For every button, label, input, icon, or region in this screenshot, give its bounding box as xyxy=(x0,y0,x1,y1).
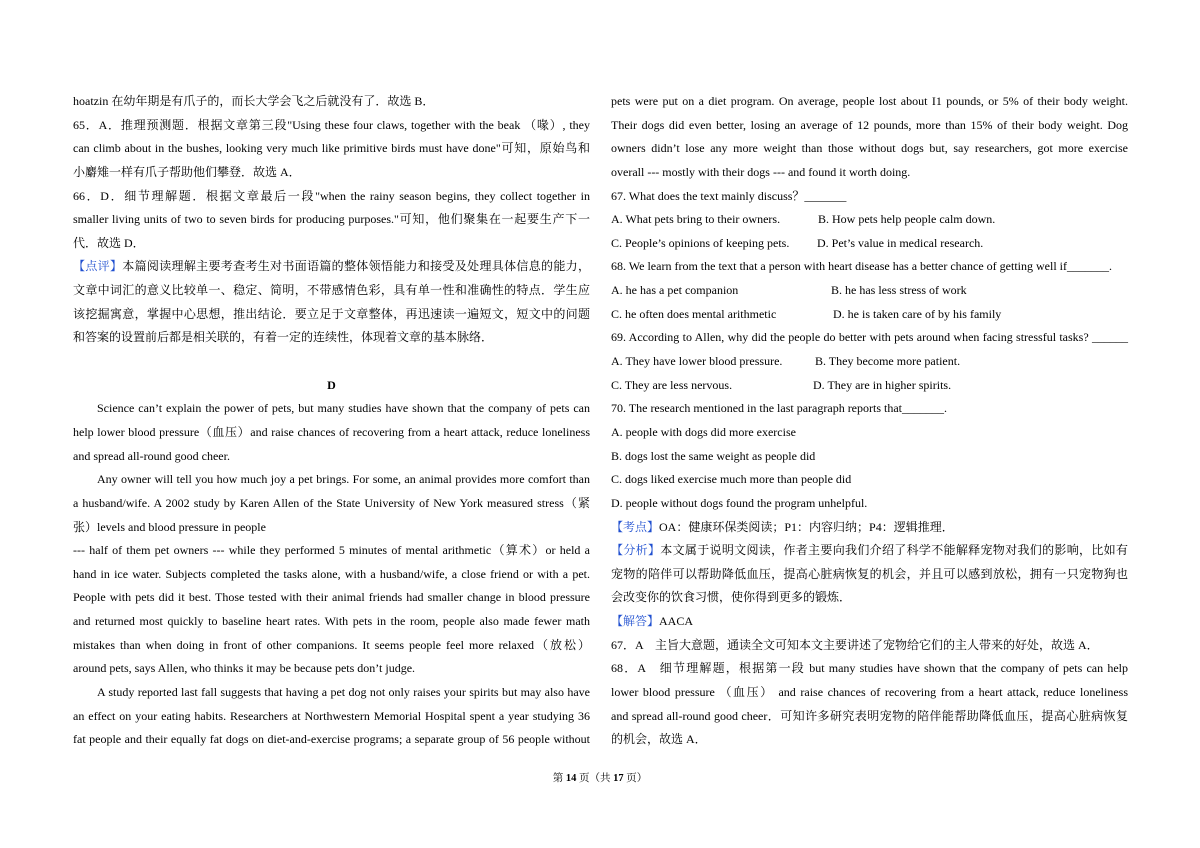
passage-line: A study reported last fall suggests that having a pet dog not only raises your spirits but may also have xyxy=(97,685,590,700)
passage-line: and returned most quickly to baseline heart rates. With pets in the room, people also made fewer math xyxy=(73,614,590,629)
answer-option: A. he has a pet companion xyxy=(611,283,739,298)
total-page-count: 17 xyxy=(613,773,624,784)
text-line: 67．A 主旨大意题，通读全文可知本文主要讲述了宠物给它们的主人带来的好处，故选 A． xyxy=(611,637,1099,652)
passage-line: fat people and their equally fat dogs on diet-and-exercise programs; a separate group of 56 people without xyxy=(73,732,590,747)
answer-option: D. They are in higher spirits. xyxy=(813,377,952,392)
answer-option: C. They are less nervous. xyxy=(611,377,733,392)
footer-mid: 页（共 xyxy=(576,773,614,784)
fenxi-tag: 【分析】 xyxy=(611,543,661,558)
passage-line: a husband/wife. A 2002 study by Karen Allen of the State University of New York measured stress（紧 xyxy=(73,495,590,510)
footer-suffix: 页） xyxy=(623,773,648,784)
option-row xyxy=(611,303,1128,327)
text-line: 66．D．细节理解题．根据文章最后一段"when the rainy season begins, they collect together in xyxy=(73,188,590,203)
passage-line: 张）levels and blood pressure in people xyxy=(73,519,266,534)
passage-line: pets were put on a diet program. On average, people lost about I1 pounds, or 5% of their body weight. xyxy=(611,94,1128,108)
passage-line: around pets, says Allen, who thinks it may be because pets don’t judge. xyxy=(73,661,416,676)
comment-text: 本篇阅读理解主要考查考生对书面语篇的整体领悟能力和接受及处理具体信息的能力， xyxy=(122,259,590,274)
kaodian-line xyxy=(611,516,1128,540)
passage-line: help lower blood pressure（血压）and raise chances of recovering from a heart attack, reduce loneliness xyxy=(73,424,590,439)
answer-option: A. They have lower blood pressure. xyxy=(611,354,783,369)
passage-line: owners didn’t lose any more weight than those without dogs but, say researchers, got more exercise xyxy=(611,141,1128,156)
option-row xyxy=(611,350,1128,374)
answer-option: B. he has less stress of work xyxy=(831,283,967,298)
passage-line: People with pets did it best. Those tested with their animal friends had smaller change in blood pressure xyxy=(73,590,590,605)
right-column xyxy=(611,90,1128,752)
kaodian-text: OA：健康环保类阅读；P1：内容归纳；P4：逻辑推理． xyxy=(659,519,954,534)
text-line: 的机会，故选 A． xyxy=(611,732,707,747)
text-line: 代．故选 D． xyxy=(73,235,145,250)
answer-option: D. people without dogs found the program unhelpful. xyxy=(611,495,868,510)
passage-line: Science can’t explain the power of pets, but many studies have shown that the company of pets can xyxy=(97,401,590,416)
question-stem: 70. The research mentioned in the last paragraph reports that_______. xyxy=(611,401,948,416)
kaodian-tag: 【考点】 xyxy=(611,519,660,534)
answer-option: D. he is taken care of by his family xyxy=(833,306,1002,321)
page-number-footer xyxy=(0,770,1200,788)
answer-option: C. dogs liked exercise much more than people did xyxy=(611,472,852,487)
text-line: 该挖掘寓意，掌握中心思想，推出结论．要立足于文章整体，再迅速读一遍短文，短文中的问题 xyxy=(73,306,590,321)
text-line: smaller living units of two to seven birds for producing purposes."可知，他们聚集在一起要生产下一 xyxy=(73,212,590,227)
passage-line: and spread all-round good cheer. xyxy=(73,448,230,463)
jieda-tag: 【解答】 xyxy=(611,614,660,629)
left-column xyxy=(73,90,590,752)
answer-option: B. How pets help people calm down. xyxy=(818,212,996,227)
text-line: can climb about in the bushes, looking very much like primitive birds must have done"可知，原始鸟和 xyxy=(73,141,590,156)
question-stem: 69. According to Allen, why did the people do better with pets around when facing stressful tasks? ______ xyxy=(611,330,1128,345)
answer-option: C. he often does mental arithmetic xyxy=(611,306,777,321)
fenxi-line xyxy=(611,539,1128,563)
current-page-number: 14 xyxy=(565,773,577,784)
answer-option: A. people with dogs did more exercise xyxy=(611,424,796,439)
answer-option: B. dogs lost the same weight as people did xyxy=(611,448,816,463)
answer-option: B. They become more patient. xyxy=(815,354,961,369)
text-line: 68．A 细节理解题，根据第一段 but many studies have shown that the company of pets can help xyxy=(611,661,1128,676)
text-line: 和答案的设置前后都是相关联的，有着一定的连续性，体现着文章的基本脉络． xyxy=(73,330,494,345)
question-stem: 68. We learn from the text that a person with heart disease has a better chance of getting well if_______. xyxy=(611,259,1112,274)
passage-line: --- half of them pet owners --- while they performed 5 minutes of mental arithmetic（算术）or held a xyxy=(73,543,590,558)
text-line: 文章中词汇的意义比较单一、稳定、简明，不带感情色彩，具有单一性和准确性的特点．学生应 xyxy=(73,283,590,298)
option-row xyxy=(611,374,1128,398)
passage-line: an effect on your eating habits. Researchers at Northwestern Memorial Hospital spent a year studying 36 xyxy=(73,708,590,723)
answer-option: A. What pets bring to their owners. xyxy=(611,212,781,227)
passage-line: overall --- mostly with their dogs --- and found it worth doing. xyxy=(611,164,911,179)
text-line: 会改变你的饮食习惯，使你得到更多的锻炼． xyxy=(611,590,852,605)
passage-line: hand in ice water. Subjects completed the tasks alone, with a husband/wife, a close friend or with a pet. xyxy=(73,566,590,581)
text-line: and spread all-round good cheer．可知许多研究表明宠物的陪伴能帮助降低血压，提高心脏病恢复 xyxy=(611,708,1128,723)
text-line: lower blood pressure （血压） and raise chances of recovering from a heart attack, reduce loneliness xyxy=(611,685,1128,700)
comment-line xyxy=(73,255,590,279)
question-stem: 67. What does the text mainly discuss？_______ xyxy=(611,188,847,203)
option-row xyxy=(611,232,1128,256)
blank-line xyxy=(73,350,590,374)
text-line: 宠物的陪伴可以帮助降低血压，提高心脏病恢复的机会，并且可以感到放松，拥有一只宠物狗也 xyxy=(611,566,1128,581)
fenxi-text: 本文属于说明文阅读，作者主要向我们介绍了科学不能解释宠物对我们的影响，比如有 xyxy=(660,543,1128,558)
text-line: 65．A．推理预测题．根据文章第三段"Using these four claws, together with the beak （喙）, they xyxy=(73,117,590,132)
passage-line: mistakes than when doing in front of other companions. It seems people feel more relaxed（放松） xyxy=(73,637,590,652)
passage-title: D xyxy=(327,377,336,392)
answer-option: C. People’s opinions of keeping pets. xyxy=(611,235,790,250)
passage-line: Any owner will tell you how much joy a pet brings. For some, an animal provides more comfort than xyxy=(97,472,590,487)
jieda-line xyxy=(611,610,1128,634)
comment-tag: 【点评】 xyxy=(73,259,123,274)
text-line: hoatzin 在幼年期是有爪子的，而长大学会飞之后就没有了．故选 B． xyxy=(73,94,435,108)
answer-option: D. Pet’s value in medical research. xyxy=(817,235,984,250)
jieda-answers: AACA xyxy=(659,614,694,629)
text-line: 小麝雉一样有爪子帮助他们攀登．故选 A． xyxy=(73,164,301,179)
option-row xyxy=(611,279,1128,303)
option-row xyxy=(611,208,1128,232)
footer-prefix: 第 xyxy=(552,773,566,784)
passage-line: Their dogs did even better, losing an average of 12 pounds, more than 15% of their body weight. Dog xyxy=(611,117,1128,132)
